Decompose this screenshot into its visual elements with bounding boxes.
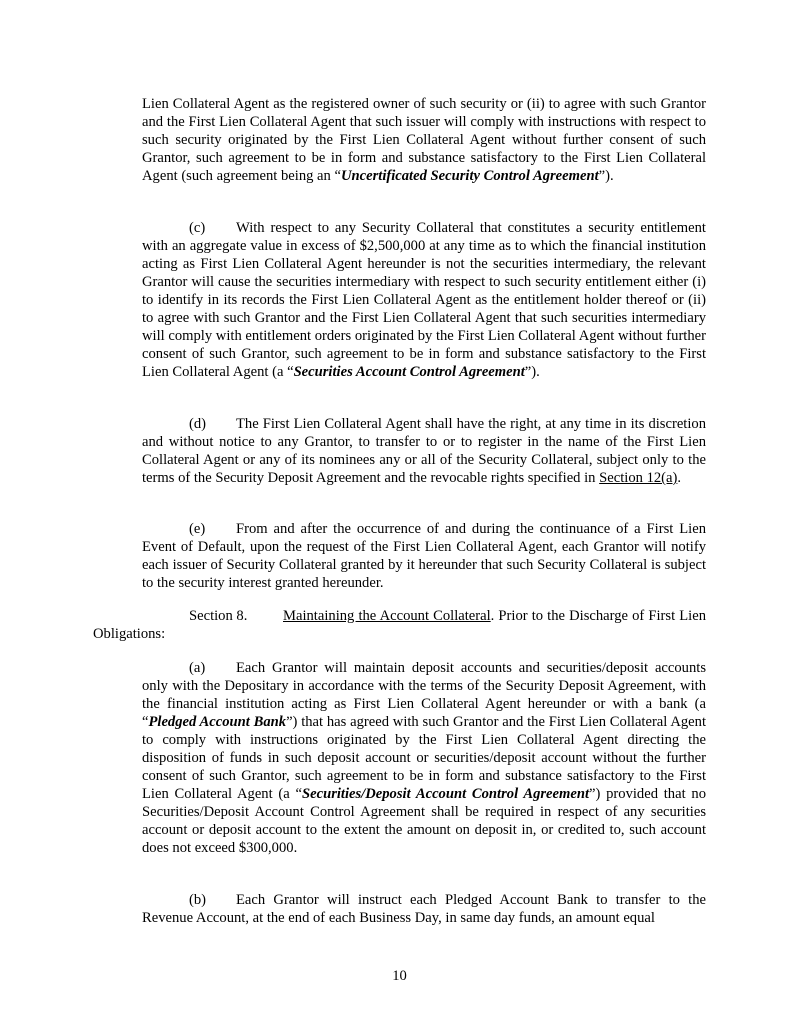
paragraph-text: ”) provided that no Securities/Deposit Account Control Agreement shall be required in respect of any securities account or deposit account to the extent the amount on deposit in, or credited to, such account does not exceed $300,000. [142, 786, 706, 856]
paragraph-text: From and after the occurrence of and during the continuance of a First Lien Event of Default, upon the request of the First Lien Collateral Agent, each Grantor will notify each issuer of Security Collateral granted by it hereunder that such Security Collateral is subject to the security interest granted hereunder. [142, 521, 706, 591]
paragraph-text: ”). [598, 168, 614, 184]
clause-label: (d) [189, 416, 207, 432]
paragraph-continuation [142, 95, 706, 185]
paragraph-text: . [677, 470, 682, 486]
section-number: Section 8. [189, 608, 248, 624]
defined-term: Pledged Account Bank [148, 714, 287, 730]
clause-label: (e) [189, 521, 206, 537]
section-title: Maintaining the Account Collateral [283, 608, 491, 624]
paragraph-text: ”). [524, 364, 540, 380]
clause-label: (b) [189, 892, 207, 908]
paragraph-d [142, 415, 706, 487]
paragraph-text: Each Grantor will instruct each Pledged Account Bank to transfer to the Revenue Account, at the end of each Business Day, in same day funds, an amount equal [142, 892, 706, 926]
paragraph-text: ”) that has agreed with such Grantor and the First Lien Collateral Agent to comply with instructions originated by the First Lien Collateral Agent directing the disposition of funds in such deposit account or securities/deposit account without the further consent of such Grantor, such agreement to be in form and substance satisfactory to the First Lien Collateral Agent (a “ [142, 714, 706, 802]
section-reference: Section 12(a) [599, 470, 678, 486]
section-8-heading [93, 607, 706, 643]
paragraph-c [142, 219, 706, 381]
paragraph-e [142, 520, 706, 592]
paragraph-8b [142, 891, 706, 927]
defined-term: Securities Account Control Agreement [293, 364, 525, 380]
defined-term: Uncertificated Security Control Agreement [340, 168, 599, 184]
clause-label: (a) [189, 660, 206, 676]
clause-label: (c) [189, 220, 206, 236]
paragraph-text: Lien Collateral Agent as the registered owner of such security or (ii) to agree with such Grantor and the First Lien Collateral Agent that such issuer will comply with instructions with respect to such security originated by the First Lien Collateral Agent without further consent of such Grantor, such agreement to be in form and substance satisfactory to the First Lien Collateral Agent (such agreement being an “ [142, 96, 706, 184]
page-number: 10 [392, 968, 407, 984]
paragraph-text: The First Lien Collateral Agent shall have the right, at any time in its discretion and without notice to any Grantor, to transfer to or to register in the name of the First Lien Collateral Agent or any of its nominees any or all of the Security Collateral, subject only to the terms of the Security Deposit Agreement and the revocable rights specified in [142, 416, 706, 486]
paragraph-8a [142, 659, 706, 857]
paragraph-text: With respect to any Security Collateral that constitutes a security entitlement with an aggregate value in excess of $2,500,000 at any time as to which the financial institution acting as First Lien Collateral Agent hereunder is not the securities intermediary, the relevant Grantor will cause the securities intermediary with respect to such security entitlement either (i) to identify in its records the First Lien Collateral Agent as the entitlement holder thereof or (ii) to agree with such Grantor and the First Lien Collateral Agent that such securities intermediary will comply with entitlement orders originated by the First Lien Collateral Agent without further consent of such Grantor, such agreement to be in form and substance satisfactory to the First Lien Collateral Agent (a “ [142, 220, 706, 380]
defined-term: Securities/Deposit Account Control Agreement [302, 786, 590, 802]
paragraph-text: Each Grantor will maintain deposit accounts and securities/deposit accounts only with the Depositary in accordance with the terms of the Security Deposit Agreement, with the financial institution acting as First Lien Collateral Agent hereunder or with a bank (a “ [142, 660, 706, 730]
paragraph-text: . Prior to the Discharge of First Lien Obligations: [93, 608, 706, 642]
